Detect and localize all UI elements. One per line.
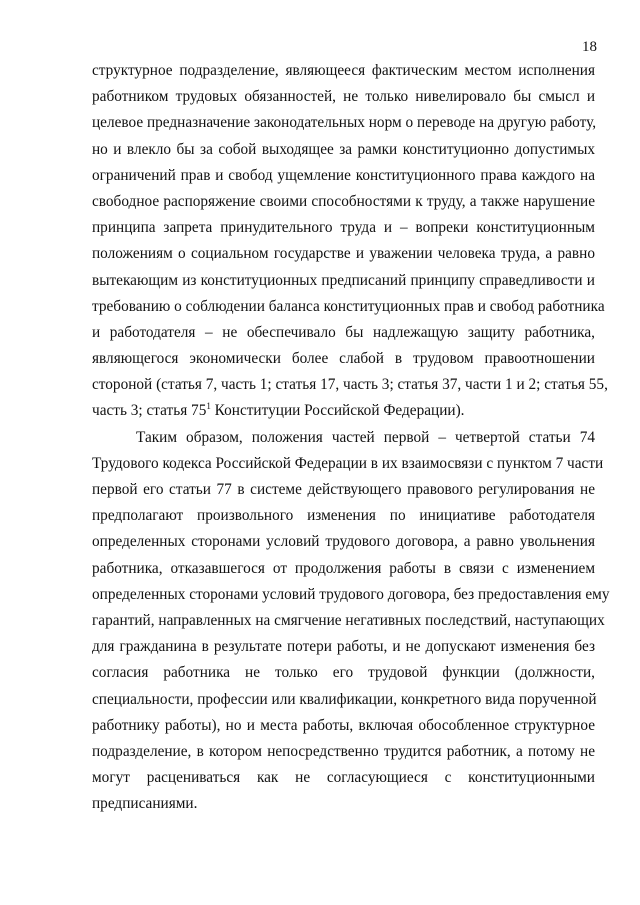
text-line: согласия работника не только его трудовой функции (должности, <box>92 664 595 682</box>
text-line: первой его статьи 77 в системе действующего правового регулирования не <box>92 481 595 498</box>
text-line: могут расцениваться как не согласующиеся с конституционными <box>92 769 595 787</box>
text-line: подразделение, в котором непосредственно трудится работник, а потому не <box>92 742 595 760</box>
text-line: работника, отказавшегося от продолжения работы в связи с изменением <box>92 559 595 577</box>
text-line: свободное распоряжение своими способностями к труду, а также нарушение <box>92 192 595 210</box>
text-line: для гражданина в результате потери работы, и не допускают изменения без <box>92 638 595 656</box>
paragraph-1 <box>92 58 608 425</box>
text-line: вытекающим из конституционных предписаний принципу справедливости и <box>92 271 595 289</box>
page-number: 18 <box>582 39 597 55</box>
text-line: гарантий, направленных на смягчение негативных последствий, наступающих <box>92 611 605 629</box>
text-line-first: Таким образом, положения частей первой – четвертой статьи 74 <box>136 428 595 446</box>
text-line: целевое предназначение законодательных норм о переводе на другую работу, <box>92 114 597 132</box>
text-line: определенных сторонами условий трудового договора, а равно увольнения <box>92 533 595 551</box>
text-line: являющегося экономически более слабой в трудовом правоотношении <box>92 350 595 368</box>
text-line: работником трудовых обязанностей, не только нивелировало бы смысл и <box>92 88 595 106</box>
text-line: Трудового кодекса Российской Федерации в их взаимосвязи с пунктом 7 части <box>92 454 604 472</box>
paragraph-2 <box>92 425 610 818</box>
text-line: работнику работы), но и места работы, включая обособленное структурное <box>92 716 595 734</box>
text-line: требованию о соблюдении баланса конституционных прав и свобод работника <box>92 297 605 315</box>
text-line: предполагают произвольного изменения по инициативе работодателя <box>92 507 595 525</box>
text-line: структурное подразделение, являющееся фактическим местом исполнения <box>92 62 595 79</box>
text-line: определенных сторонами условий трудового договора, без предоставления ему <box>92 585 610 603</box>
text-line: ограничений прав и свобод ущемление конституционного права каждого на <box>92 166 595 184</box>
text-line-last: предписаниями. <box>92 795 198 813</box>
text-fragment: Конституции Российской Федерации). <box>210 402 465 420</box>
text-line: и работодателя – не обеспечивало бы надлежащую защиту работника, <box>92 323 595 341</box>
text-line: но и влекло бы за собой выходящее за рамки конституционно допустимых <box>92 140 595 158</box>
superscript: 1 <box>206 401 211 412</box>
text-line: положениям о социальном государстве и уважении человека труда, а равно <box>92 245 595 263</box>
text-line: принципа запрета принудительного труда и – вопреки конституционным <box>92 219 595 237</box>
text-line-last <box>92 398 595 424</box>
text-line: стороной (статья 7, часть 1; статья 17, часть 3; статья 37, части 1 и 2; статья 55, <box>92 376 608 394</box>
text-fragment: часть 3; статья 75 <box>92 402 207 420</box>
document-body <box>92 58 610 817</box>
text-line: специальности, профессии или квалификации, конкретного вида порученной <box>92 690 597 708</box>
